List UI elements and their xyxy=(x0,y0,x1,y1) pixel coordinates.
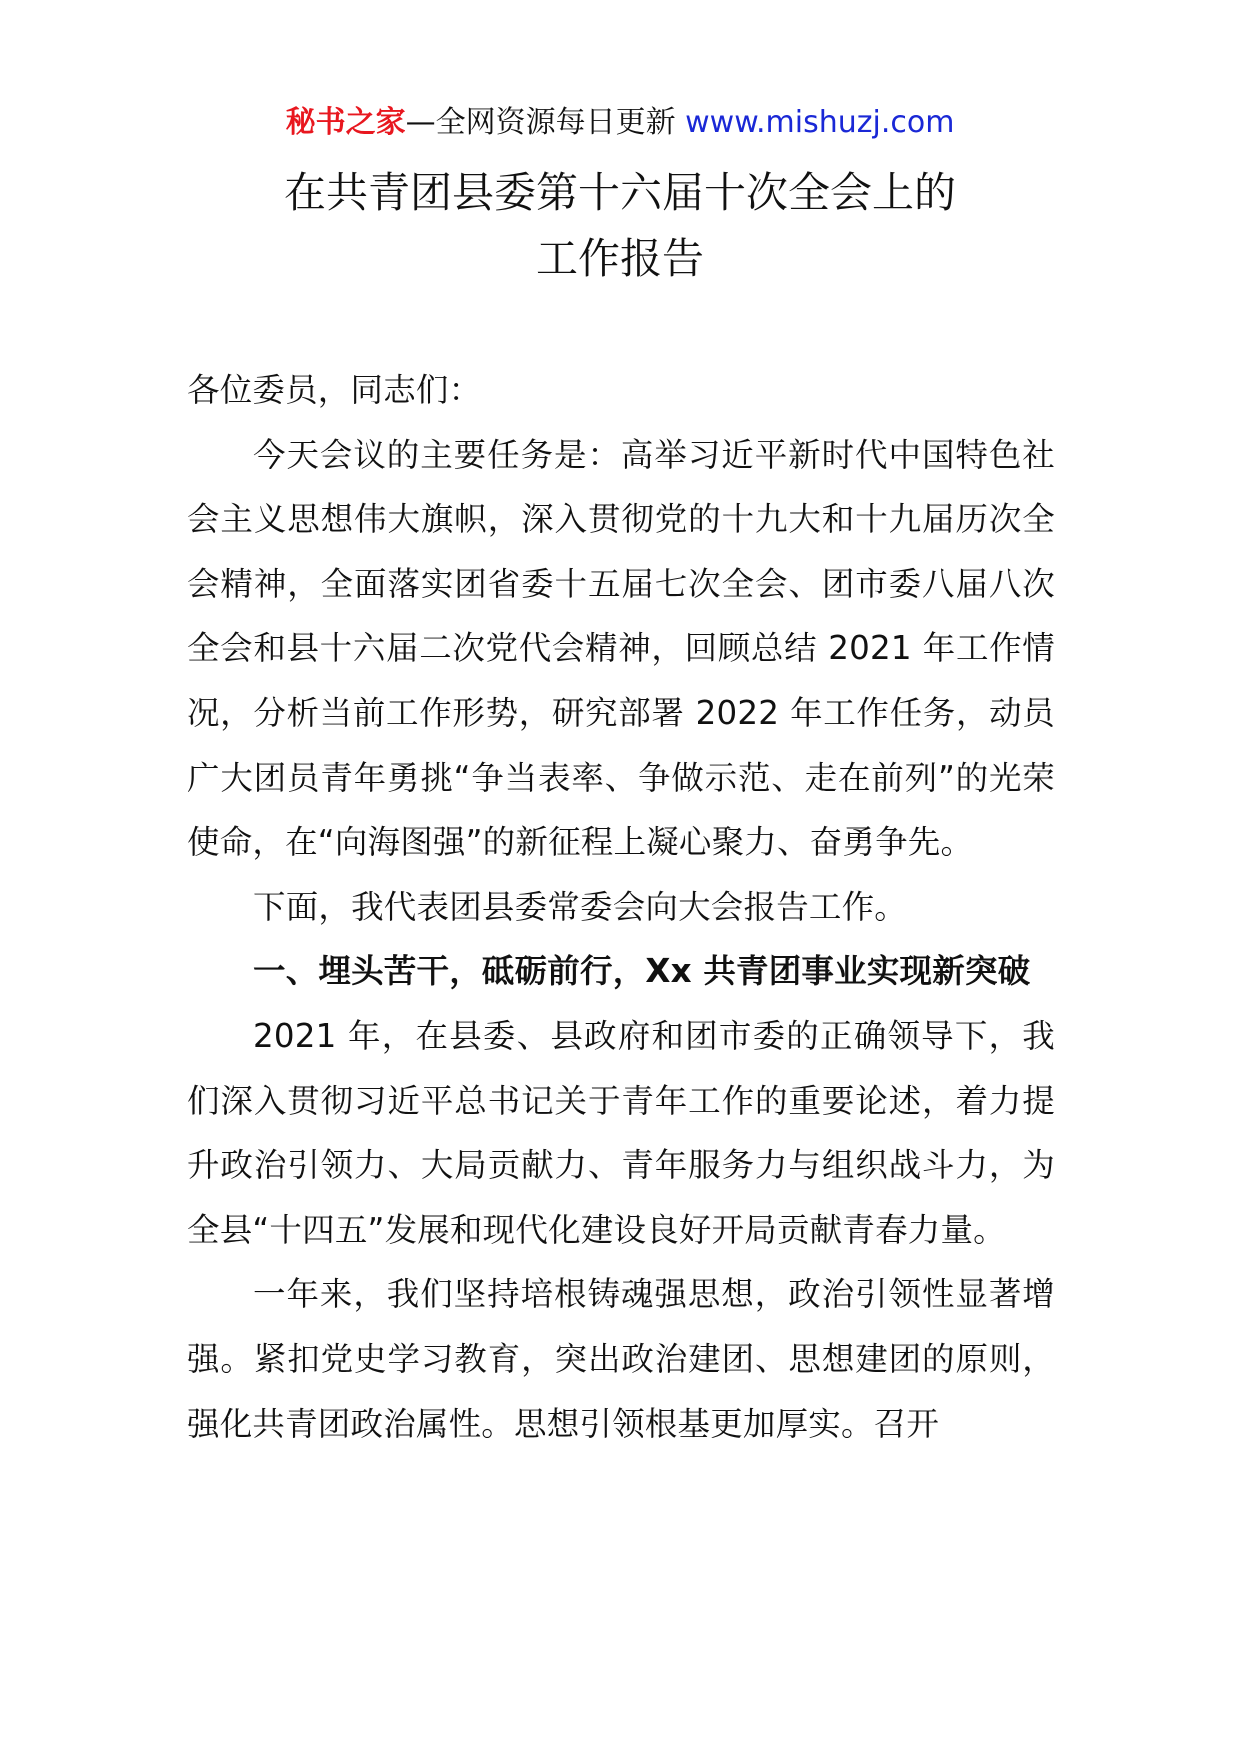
paragraph: 下面，我代表团县委常委会向大会报告工作。 xyxy=(253,887,908,926)
site-header xyxy=(0,103,1240,143)
document-body xyxy=(187,358,1055,1456)
paragraph: 2021 年，在县委、县政府和团市委的正确领导下，我们深入贯彻习近平总书记关于青年工作的重要论述，着力提升政治引领力、大局贡献力、青年服务力与组织战斗力，为全县“十四五”发展和现代化建设良好开局贡献青春力量。 xyxy=(187,1016,1055,1249)
site-url[interactable]: www.mishuzj.com xyxy=(685,105,955,140)
document-title-line-2: 工作报告 xyxy=(535,234,704,283)
document-title-line-1: 在共青团县委第十六届十次全会上的 xyxy=(283,168,956,217)
site-tagline: —全网资源每日更新 xyxy=(405,105,686,140)
salutation: 各位委员，同志们： xyxy=(187,371,482,409)
section-heading: 一、埋头苦干，砥砺前行，Xx 共青团事业实现新突破 xyxy=(253,952,1031,991)
site-name: 秘书之家 xyxy=(285,105,406,140)
paragraph: 今天会议的主要任务是：高举习近平新时代中国特色社会主义思想伟大旗帜，深入贯彻党的十九大和十九届历次全会精神，全面落实团省委十五届七次全会、团市委八届八次全会和县十六届二次党代会精神，回顾总结 2021 年工作情况，分析当前工作形势，研究部署 2022 年工作任务，动员广大团员青年勇挑“争当表率、争做示范、走在前列”的光荣使命，在“向海图强”的新征程上凝心聚力、奋勇争先。 xyxy=(187,435,1055,862)
paragraph: 一年来，我们坚持培根铸魂强思想，政治引领性显著增强。紧扣党史学习教育，突出政治建团、思想建团的原则，强化共青团政治属性。思想引领根基更加厚实。召开 xyxy=(187,1275,1055,1443)
